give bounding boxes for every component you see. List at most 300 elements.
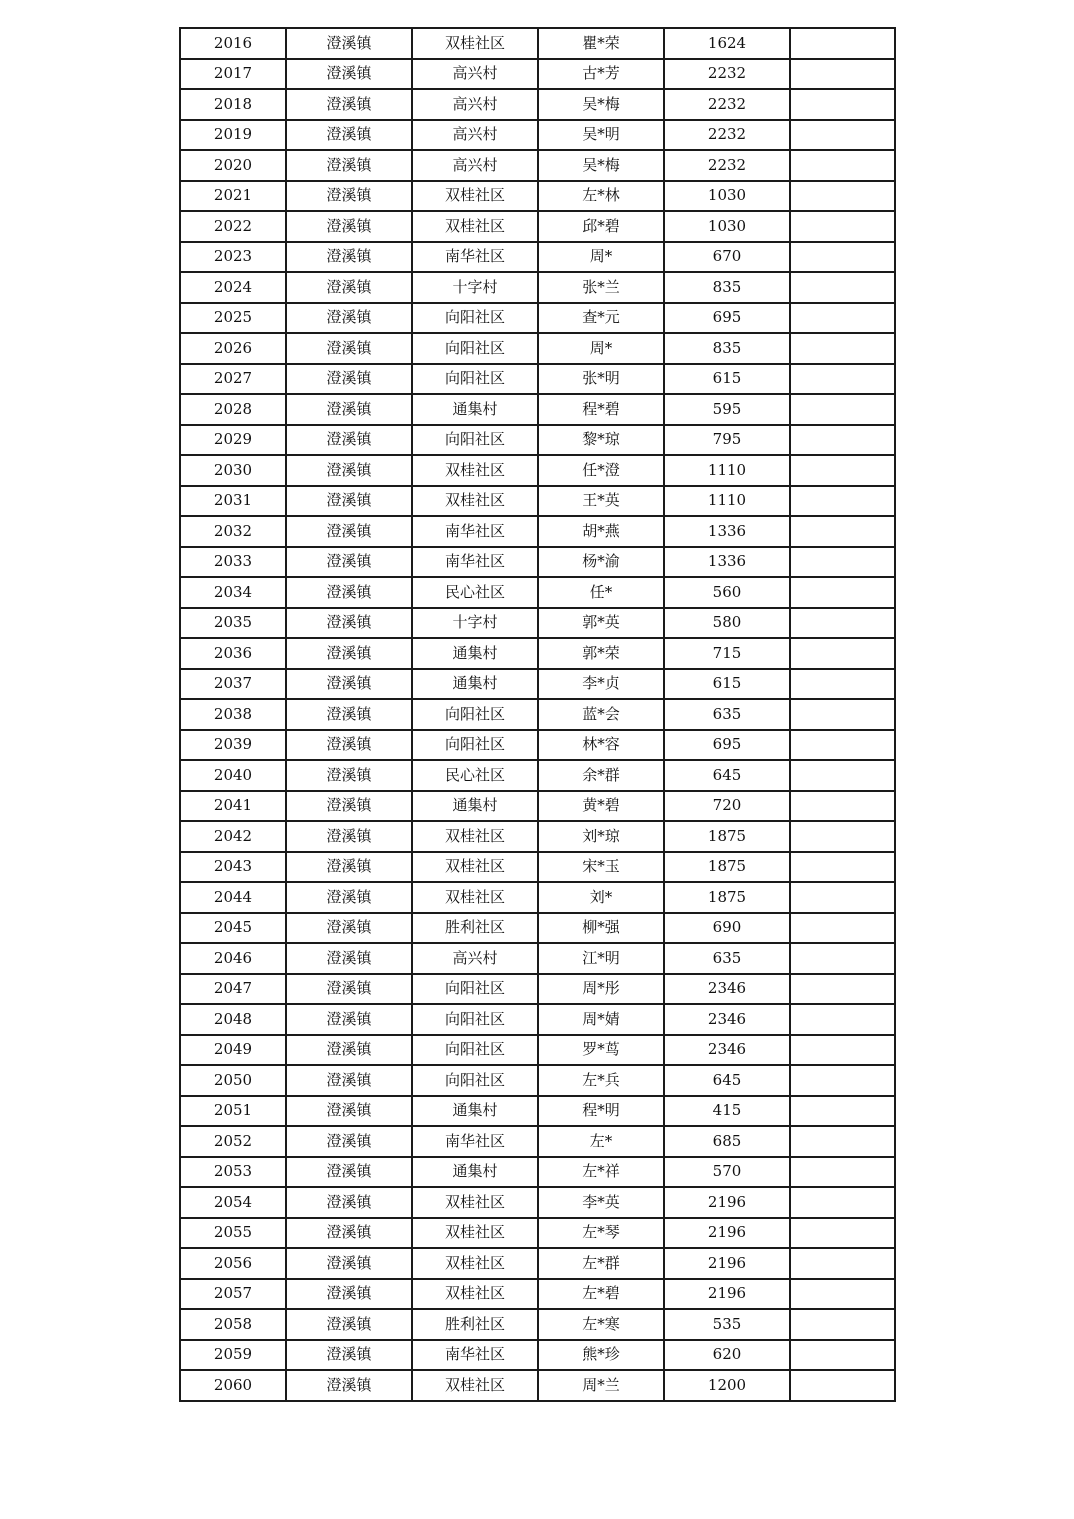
name-cell: 周*兰 [538,1370,664,1401]
name-cell: 杨*渝 [538,547,664,578]
note-cell [790,638,895,669]
amount-cell: 835 [664,272,790,303]
amount-cell: 645 [664,760,790,791]
amount-cell: 570 [664,1157,790,1188]
serial-number-cell: 2024 [180,272,286,303]
serial-number-cell: 2043 [180,852,286,883]
town-cell: 澄溪镇 [286,28,412,59]
table-row [180,577,895,608]
name-cell: 张*明 [538,364,664,395]
note-cell [790,120,895,151]
town-cell: 澄溪镇 [286,974,412,1005]
note-cell [790,821,895,852]
note-cell [790,1157,895,1188]
note-cell [790,333,895,364]
amount-cell: 1624 [664,28,790,59]
town-cell: 澄溪镇 [286,1370,412,1401]
serial-number-cell: 2034 [180,577,286,608]
village-cell: 高兴村 [412,120,538,151]
note-cell [790,486,895,517]
town-cell: 澄溪镇 [286,303,412,334]
village-cell: 民心社区 [412,577,538,608]
village-cell: 向阳社区 [412,1035,538,1066]
roster-table [179,27,896,1402]
town-cell: 澄溪镇 [286,425,412,456]
village-cell: 十字村 [412,272,538,303]
name-cell: 任*澄 [538,455,664,486]
amount-cell: 635 [664,943,790,974]
serial-number-cell: 2060 [180,1370,286,1401]
amount-cell: 1875 [664,821,790,852]
town-cell: 澄溪镇 [286,455,412,486]
village-cell: 向阳社区 [412,1065,538,1096]
town-cell: 澄溪镇 [286,882,412,913]
amount-cell: 2196 [664,1187,790,1218]
village-cell: 双桂社区 [412,1248,538,1279]
table-row [180,59,895,90]
name-cell: 胡*燕 [538,516,664,547]
serial-number-cell: 2021 [180,181,286,212]
amount-cell: 1336 [664,516,790,547]
amount-cell: 620 [664,1340,790,1371]
amount-cell: 415 [664,1096,790,1127]
serial-number-cell: 2048 [180,1004,286,1035]
town-cell: 澄溪镇 [286,181,412,212]
serial-number-cell: 2055 [180,1218,286,1249]
amount-cell: 2196 [664,1218,790,1249]
village-cell: 双桂社区 [412,852,538,883]
town-cell: 澄溪镇 [286,1096,412,1127]
serial-number-cell: 2044 [180,882,286,913]
table-row [180,516,895,547]
village-cell: 通集村 [412,638,538,669]
amount-cell: 835 [664,333,790,364]
serial-number-cell: 2051 [180,1096,286,1127]
town-cell: 澄溪镇 [286,211,412,242]
amount-cell: 695 [664,303,790,334]
village-cell: 双桂社区 [412,1187,538,1218]
village-cell: 双桂社区 [412,455,538,486]
village-cell: 高兴村 [412,150,538,181]
amount-cell: 635 [664,699,790,730]
village-cell: 双桂社区 [412,181,538,212]
note-cell [790,1004,895,1035]
town-cell: 澄溪镇 [286,242,412,273]
note-cell [790,577,895,608]
town-cell: 澄溪镇 [286,486,412,517]
town-cell: 澄溪镇 [286,59,412,90]
village-cell: 高兴村 [412,89,538,120]
village-cell: 通集村 [412,394,538,425]
name-cell: 江*明 [538,943,664,974]
table-row [180,1096,895,1127]
town-cell: 澄溪镇 [286,1126,412,1157]
village-cell: 胜利社区 [412,1309,538,1340]
table-row [180,1279,895,1310]
name-cell: 黄*碧 [538,791,664,822]
table-row [180,333,895,364]
note-cell [790,1340,895,1371]
amount-cell: 580 [664,608,790,639]
table-row [180,1157,895,1188]
amount-cell: 715 [664,638,790,669]
note-cell [790,760,895,791]
note-cell [790,211,895,242]
table-row [180,791,895,822]
table-row [180,364,895,395]
name-cell: 程*明 [538,1096,664,1127]
amount-cell: 1200 [664,1370,790,1401]
serial-number-cell: 2057 [180,1279,286,1310]
table-row [180,1004,895,1035]
serial-number-cell: 2041 [180,791,286,822]
note-cell [790,1096,895,1127]
serial-number-cell: 2032 [180,516,286,547]
table-row [180,1218,895,1249]
serial-number-cell: 2056 [180,1248,286,1279]
note-cell [790,1035,895,1066]
town-cell: 澄溪镇 [286,1157,412,1188]
note-cell [790,1187,895,1218]
serial-number-cell: 2027 [180,364,286,395]
town-cell: 澄溪镇 [286,821,412,852]
table-row [180,425,895,456]
name-cell: 郭*英 [538,608,664,639]
table-row [180,1065,895,1096]
town-cell: 澄溪镇 [286,730,412,761]
name-cell: 李*英 [538,1187,664,1218]
name-cell: 刘*琼 [538,821,664,852]
amount-cell: 645 [664,1065,790,1096]
table-row [180,303,895,334]
town-cell: 澄溪镇 [286,272,412,303]
town-cell: 澄溪镇 [286,699,412,730]
serial-number-cell: 2026 [180,333,286,364]
name-cell: 左*兵 [538,1065,664,1096]
name-cell: 左* [538,1126,664,1157]
town-cell: 澄溪镇 [286,1309,412,1340]
village-cell: 高兴村 [412,943,538,974]
note-cell [790,242,895,273]
serial-number-cell: 2038 [180,699,286,730]
note-cell [790,272,895,303]
amount-cell: 690 [664,913,790,944]
town-cell: 澄溪镇 [286,364,412,395]
town-cell: 澄溪镇 [286,150,412,181]
village-cell: 南华社区 [412,516,538,547]
note-cell [790,730,895,761]
note-cell [790,181,895,212]
serial-number-cell: 2036 [180,638,286,669]
name-cell: 林*容 [538,730,664,761]
amount-cell: 1030 [664,211,790,242]
note-cell [790,852,895,883]
serial-number-cell: 2059 [180,1340,286,1371]
name-cell: 熊*珍 [538,1340,664,1371]
table-row [180,669,895,700]
town-cell: 澄溪镇 [286,760,412,791]
serial-number-cell: 2052 [180,1126,286,1157]
table-row [180,1187,895,1218]
town-cell: 澄溪镇 [286,1218,412,1249]
table-row [180,943,895,974]
village-cell: 十字村 [412,608,538,639]
table-row [180,730,895,761]
name-cell: 周* [538,242,664,273]
amount-cell: 535 [664,1309,790,1340]
table-row [180,1340,895,1371]
table-row [180,913,895,944]
town-cell: 澄溪镇 [286,638,412,669]
note-cell [790,303,895,334]
serial-number-cell: 2016 [180,28,286,59]
serial-number-cell: 2054 [180,1187,286,1218]
serial-number-cell: 2035 [180,608,286,639]
town-cell: 澄溪镇 [286,1004,412,1035]
village-cell: 向阳社区 [412,699,538,730]
note-cell [790,913,895,944]
serial-number-cell: 2017 [180,59,286,90]
village-cell: 通集村 [412,669,538,700]
name-cell: 古*芳 [538,59,664,90]
name-cell: 左*群 [538,1248,664,1279]
amount-cell: 615 [664,669,790,700]
village-cell: 双桂社区 [412,1218,538,1249]
village-cell: 双桂社区 [412,882,538,913]
name-cell: 余*群 [538,760,664,791]
note-cell [790,1279,895,1310]
name-cell: 周*婧 [538,1004,664,1035]
note-cell [790,59,895,90]
village-cell: 高兴村 [412,59,538,90]
town-cell: 澄溪镇 [286,1065,412,1096]
village-cell: 双桂社区 [412,28,538,59]
table-row [180,608,895,639]
amount-cell: 1030 [664,181,790,212]
note-cell [790,150,895,181]
amount-cell: 1875 [664,852,790,883]
name-cell: 吴*梅 [538,89,664,120]
table-row [180,211,895,242]
note-cell [790,882,895,913]
town-cell: 澄溪镇 [286,1279,412,1310]
table-row [180,242,895,273]
village-cell: 通集村 [412,1157,538,1188]
note-cell [790,974,895,1005]
amount-cell: 2232 [664,89,790,120]
amount-cell: 560 [664,577,790,608]
note-cell [790,364,895,395]
amount-cell: 720 [664,791,790,822]
table-row [180,150,895,181]
serial-number-cell: 2049 [180,1035,286,1066]
serial-number-cell: 2053 [180,1157,286,1188]
note-cell [790,669,895,700]
name-cell: 瞿*荣 [538,28,664,59]
amount-cell: 2232 [664,120,790,151]
name-cell: 任* [538,577,664,608]
name-cell: 左*寒 [538,1309,664,1340]
village-cell: 南华社区 [412,1340,538,1371]
serial-number-cell: 2025 [180,303,286,334]
serial-number-cell: 2037 [180,669,286,700]
name-cell: 郭*荣 [538,638,664,669]
serial-number-cell: 2029 [180,425,286,456]
name-cell: 王*英 [538,486,664,517]
town-cell: 澄溪镇 [286,913,412,944]
amount-cell: 1110 [664,455,790,486]
village-cell: 向阳社区 [412,303,538,334]
note-cell [790,1309,895,1340]
village-cell: 双桂社区 [412,486,538,517]
name-cell: 李*贞 [538,669,664,700]
note-cell [790,943,895,974]
village-cell: 通集村 [412,791,538,822]
serial-number-cell: 2022 [180,211,286,242]
amount-cell: 795 [664,425,790,456]
amount-cell: 1336 [664,547,790,578]
name-cell: 蓝*会 [538,699,664,730]
note-cell [790,1248,895,1279]
serial-number-cell: 2020 [180,150,286,181]
town-cell: 澄溪镇 [286,669,412,700]
village-cell: 南华社区 [412,1126,538,1157]
amount-cell: 1110 [664,486,790,517]
amount-cell: 2346 [664,1004,790,1035]
name-cell: 左*祥 [538,1157,664,1188]
serial-number-cell: 2019 [180,120,286,151]
table-row [180,1126,895,1157]
note-cell [790,1126,895,1157]
serial-number-cell: 2046 [180,943,286,974]
table-row [180,1248,895,1279]
table-row [180,394,895,425]
serial-number-cell: 2040 [180,760,286,791]
serial-number-cell: 2018 [180,89,286,120]
amount-cell: 595 [664,394,790,425]
table-row [180,89,895,120]
table-row [180,547,895,578]
serial-number-cell: 2058 [180,1309,286,1340]
note-cell [790,394,895,425]
town-cell: 澄溪镇 [286,516,412,547]
town-cell: 澄溪镇 [286,394,412,425]
note-cell [790,516,895,547]
amount-cell: 685 [664,1126,790,1157]
name-cell: 宋*玉 [538,852,664,883]
table-row [180,638,895,669]
village-cell: 向阳社区 [412,1004,538,1035]
amount-cell: 2232 [664,59,790,90]
table-row [180,455,895,486]
village-cell: 胜利社区 [412,913,538,944]
name-cell: 罗*茑 [538,1035,664,1066]
village-cell: 南华社区 [412,547,538,578]
note-cell [790,425,895,456]
name-cell: 周*彤 [538,974,664,1005]
serial-number-cell: 2042 [180,821,286,852]
name-cell: 左*琴 [538,1218,664,1249]
amount-cell: 2346 [664,974,790,1005]
town-cell: 澄溪镇 [286,852,412,883]
village-cell: 通集村 [412,1096,538,1127]
roster-sheet [179,27,894,1402]
name-cell: 黎*琼 [538,425,664,456]
amount-cell: 695 [664,730,790,761]
amount-cell: 615 [664,364,790,395]
village-cell: 民心社区 [412,760,538,791]
name-cell: 邱*碧 [538,211,664,242]
village-cell: 双桂社区 [412,211,538,242]
name-cell: 查*元 [538,303,664,334]
table-row [180,699,895,730]
note-cell [790,1370,895,1401]
table-row [180,882,895,913]
name-cell: 刘* [538,882,664,913]
amount-cell: 1875 [664,882,790,913]
table-row [180,486,895,517]
serial-number-cell: 2050 [180,1065,286,1096]
town-cell: 澄溪镇 [286,577,412,608]
table-row [180,120,895,151]
village-cell: 向阳社区 [412,425,538,456]
town-cell: 澄溪镇 [286,1187,412,1218]
table-row [180,1035,895,1066]
village-cell: 双桂社区 [412,1279,538,1310]
village-cell: 双桂社区 [412,1370,538,1401]
village-cell: 双桂社区 [412,821,538,852]
town-cell: 澄溪镇 [286,120,412,151]
town-cell: 澄溪镇 [286,608,412,639]
roster-table-body [180,28,895,1401]
town-cell: 澄溪镇 [286,1340,412,1371]
table-row [180,272,895,303]
amount-cell: 2346 [664,1035,790,1066]
village-cell: 南华社区 [412,242,538,273]
name-cell: 左*林 [538,181,664,212]
village-cell: 向阳社区 [412,974,538,1005]
name-cell: 张*兰 [538,272,664,303]
name-cell: 吴*明 [538,120,664,151]
note-cell [790,455,895,486]
town-cell: 澄溪镇 [286,1248,412,1279]
note-cell [790,608,895,639]
note-cell [790,547,895,578]
table-row [180,181,895,212]
name-cell: 柳*强 [538,913,664,944]
table-row [180,1370,895,1401]
note-cell [790,791,895,822]
serial-number-cell: 2023 [180,242,286,273]
table-row [180,852,895,883]
serial-number-cell: 2039 [180,730,286,761]
note-cell [790,1065,895,1096]
amount-cell: 2232 [664,150,790,181]
note-cell [790,699,895,730]
table-row [180,760,895,791]
table-row [180,1309,895,1340]
name-cell: 吴*梅 [538,150,664,181]
amount-cell: 2196 [664,1248,790,1279]
table-row [180,974,895,1005]
serial-number-cell: 2047 [180,974,286,1005]
village-cell: 向阳社区 [412,364,538,395]
name-cell: 左*碧 [538,1279,664,1310]
serial-number-cell: 2033 [180,547,286,578]
village-cell: 向阳社区 [412,333,538,364]
village-cell: 向阳社区 [412,730,538,761]
serial-number-cell: 2028 [180,394,286,425]
